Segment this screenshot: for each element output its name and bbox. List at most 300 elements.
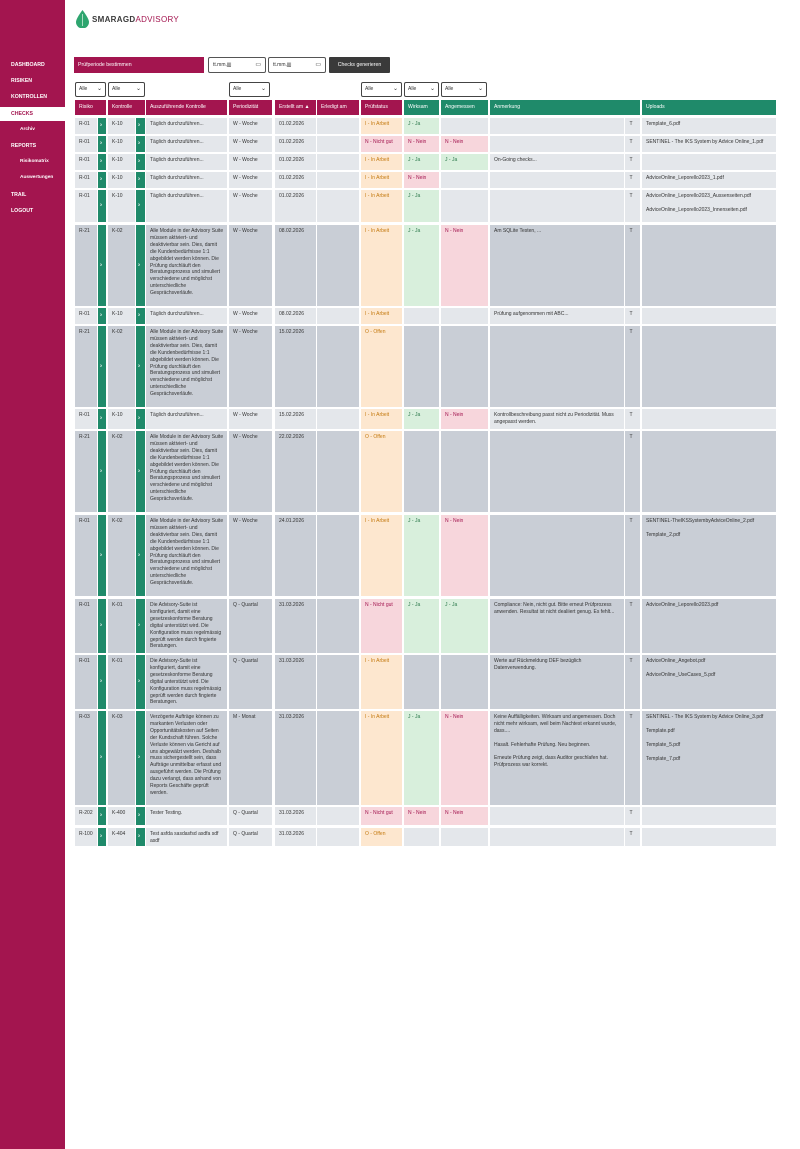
nav-item-risiken[interactable]: RISIKEN: [11, 78, 33, 84]
uploads-cell[interactable]: [642, 711, 776, 805]
wirksam-cell[interactable]: N - Nein: [404, 136, 439, 152]
done-date-cell[interactable]: [317, 136, 359, 152]
table-row[interactable]: [0, 326, 800, 407]
wirksam-cell[interactable]: J - Ja: [404, 515, 439, 596]
chevron-right-icon: ›: [138, 122, 140, 129]
nav-item-risikomatrix[interactable]: Risikomatrix: [20, 159, 49, 164]
kontrolle-cell: K-01: [108, 655, 135, 709]
table-row[interactable]: [0, 599, 800, 653]
upload-file-link[interactable]: AdviceOnline_Leporello2023_Aussenseiten.pdf: [646, 193, 752, 199]
table-row[interactable]: [0, 136, 800, 152]
logo-text-secondary: ADVISORY: [135, 14, 180, 24]
created-date-cell: 15.02.2026: [275, 409, 316, 429]
pruefstatus-cell[interactable]: O - Offen: [361, 828, 402, 846]
periodizitaet-cell: W - Woche: [229, 172, 272, 188]
done-date-cell[interactable]: [317, 807, 359, 825]
nav-item-logout[interactable]: LOGOUT: [11, 208, 34, 214]
chevron-right-icon: ›: [100, 552, 102, 559]
kontrolle-cell: K-01: [108, 599, 135, 653]
chevron-right-icon: ›: [100, 202, 102, 209]
nav-item-reports[interactable]: REPORTS: [11, 143, 37, 149]
date-from-input[interactable]: [208, 57, 266, 73]
uploads-cell[interactable]: [642, 599, 776, 653]
anmerkung-cell[interactable]: [490, 118, 624, 134]
angemessen-cell[interactable]: [441, 326, 488, 407]
upload-file-link[interactable]: SENTINEL - The IKS System by Advice Online_3.pdf: [646, 714, 764, 720]
done-date-cell[interactable]: [317, 655, 359, 709]
chevron-down-icon: ⌄: [96, 86, 102, 92]
created-date-cell: 24.01.2026: [275, 515, 316, 596]
kontrolle-expand-button[interactable]: [136, 308, 145, 324]
description-cell: Täglich durchzuführen...: [146, 136, 227, 152]
chevron-right-icon: ›: [100, 678, 102, 685]
uploads-cell[interactable]: [642, 118, 776, 134]
chevron-right-icon: ›: [100, 312, 102, 319]
upload-file-link[interactable]: Template.pdf: [646, 727, 675, 734]
risiko-expand-button[interactable]: [98, 172, 106, 188]
pruefstatus-cell[interactable]: I - In Arbeit: [361, 118, 402, 134]
angemessen-cell[interactable]: [441, 118, 488, 134]
created-date-cell: 01.02.2026: [275, 118, 316, 134]
kontrolle-cell: K-10: [108, 136, 135, 152]
header-pruefstatus[interactable]: Prüfstatus: [361, 100, 402, 115]
description-cell: Täglich durchzuführen...: [146, 154, 227, 170]
risiko-expand-button[interactable]: [98, 225, 106, 306]
done-date-cell[interactable]: [317, 409, 359, 429]
kontrolle-cell: K-10: [108, 409, 135, 429]
anmerkung-cell[interactable]: Prüfung aufgenommen mit ABC...: [490, 308, 624, 324]
kontrolle-expand-button[interactable]: [136, 409, 145, 429]
text-format-button[interactable]: T: [625, 136, 640, 152]
risiko-cell: R-21: [75, 225, 97, 306]
risiko-expand-button[interactable]: [98, 326, 106, 407]
chevron-right-icon: ›: [138, 812, 140, 819]
chevron-right-icon: ›: [138, 552, 140, 559]
upload-file-link[interactable]: Template_7.pdf: [646, 755, 681, 762]
pruefstatus-cell[interactable]: I - In Arbeit: [361, 308, 402, 324]
anmerkung-cell[interactable]: [490, 431, 624, 512]
filter-pruefstatus[interactable]: [361, 82, 402, 97]
kontrolle-expand-button[interactable]: [136, 136, 145, 152]
wirksam-cell[interactable]: J - Ja: [404, 225, 439, 306]
wirksam-cell[interactable]: J - Ja: [404, 599, 439, 653]
risiko-cell: R-202: [75, 807, 97, 825]
periodizitaet-cell: W - Woche: [229, 225, 272, 306]
pruefstatus-cell[interactable]: O - Offen: [361, 326, 402, 407]
uploads-cell[interactable]: [642, 828, 776, 846]
chevron-down-icon: ⌄: [135, 86, 141, 92]
upload-file-link[interactable]: AdviceOnline_Angebot.pdf: [646, 658, 706, 664]
periodizitaet-cell: M - Monat: [229, 711, 272, 805]
kontrolle-cell: K-02: [108, 225, 135, 306]
created-date-cell: 31.03.2026: [275, 599, 316, 653]
done-date-cell[interactable]: [317, 431, 359, 512]
pruefstatus-cell[interactable]: O - Offen: [361, 431, 402, 512]
angemessen-cell[interactable]: J - Ja: [441, 154, 488, 170]
chevron-right-icon: ›: [100, 754, 102, 761]
risiko-cell: R-03: [75, 711, 97, 805]
chevron-right-icon: ›: [138, 140, 140, 147]
anmerkung-cell[interactable]: Werte auf Rückmeldung DEF bezüglich Datenverwendung.: [490, 655, 624, 709]
anmerkung-cell[interactable]: On-Going checks...: [490, 154, 624, 170]
uploads-cell[interactable]: [642, 431, 776, 512]
date-to-input[interactable]: [268, 57, 326, 73]
created-date-cell: 31.03.2026: [275, 655, 316, 709]
kontrolle-expand-button[interactable]: [136, 655, 145, 709]
nav-item-trail[interactable]: TRAIL: [11, 192, 27, 198]
kontrolle-expand-button[interactable]: [136, 515, 145, 596]
chevron-right-icon: ›: [138, 468, 140, 475]
anmerkung-cell[interactable]: Am SQLite Testen, ...: [490, 225, 624, 306]
table-row[interactable]: [0, 655, 800, 709]
wirksam-cell[interactable]: J - Ja: [404, 409, 439, 429]
angemessen-cell[interactable]: [441, 431, 488, 512]
kontrolle-expand-button[interactable]: [136, 172, 145, 188]
text-format-button[interactable]: T: [625, 807, 640, 825]
kontrolle-expand-button[interactable]: [136, 431, 145, 512]
wirksam-cell[interactable]: N - Nein: [404, 807, 439, 825]
anmerkung-cell[interactable]: [490, 515, 624, 596]
kontrolle-cell: K-02: [108, 431, 135, 512]
uploads-cell[interactable]: [642, 136, 776, 152]
header-kontrolle[interactable]: Kontrolle: [108, 100, 145, 115]
uploads-cell[interactable]: [642, 225, 776, 306]
header-anmerkung[interactable]: Anmerkung: [490, 100, 640, 115]
table-row[interactable]: [0, 118, 800, 134]
table-row[interactable]: [0, 409, 800, 429]
done-date-cell[interactable]: [317, 225, 359, 306]
angemessen-cell[interactable]: N - Nein: [441, 807, 488, 825]
upload-file-link[interactable]: SENTINEL-TheIKSSystembyAdviceOnline_2.pdf: [646, 518, 755, 524]
done-date-cell[interactable]: [317, 154, 359, 170]
generate-checks-button[interactable]: Checks generieren: [329, 57, 390, 73]
pruefstatus-cell[interactable]: I - In Arbeit: [361, 154, 402, 170]
risiko-cell: R-01: [75, 308, 97, 324]
pruefstatus-cell[interactable]: N - Nicht gut: [361, 599, 402, 653]
description-cell: Täglich durchzuführen...: [146, 409, 227, 429]
kontrolle-expand-button[interactable]: [136, 828, 145, 846]
created-date-cell: 08.02.2026: [275, 225, 316, 306]
kontrolle-expand-button[interactable]: [136, 118, 145, 134]
text-format-button[interactable]: T: [625, 225, 640, 306]
header-auszufuehrende-kontrolle[interactable]: Auszuführende Kontrolle: [146, 100, 227, 115]
filter-risiko[interactable]: [75, 82, 106, 97]
chevron-down-icon: ⌄: [429, 86, 435, 92]
description-cell: Test asfda sasdasfsd asdfa sdf asdf: [146, 828, 227, 846]
angemessen-cell[interactable]: N - Nein: [441, 711, 488, 805]
wirksam-cell[interactable]: [404, 308, 439, 324]
risiko-expand-button[interactable]: [98, 599, 106, 653]
chevron-right-icon: ›: [100, 363, 102, 370]
risiko-cell: R-21: [75, 326, 97, 407]
wirksam-cell[interactable]: J - Ja: [404, 711, 439, 805]
wirksam-cell[interactable]: [404, 828, 439, 846]
kontrolle-expand-button[interactable]: [136, 326, 145, 407]
chevron-right-icon: ›: [100, 122, 102, 129]
kontrolle-cell: K-400: [108, 807, 135, 825]
done-date-cell[interactable]: [317, 828, 359, 846]
chevron-right-icon: ›: [100, 833, 102, 840]
angemessen-cell[interactable]: N - Nein: [441, 136, 488, 152]
filter-risiko-value: Alle: [79, 86, 88, 92]
uploads-cell[interactable]: [642, 172, 776, 188]
pruefstatus-cell[interactable]: I - In Arbeit: [361, 225, 402, 306]
filter-angemessen-value: Alle: [445, 86, 454, 92]
description-cell: Alle Module in der Advisory Suite müssen aktiviert- und deaktivierbar sein. Dies, damit die Kundenbedürfnisse 1:1 abgebildet werden können. Die Prüfung durchläuft den Beratungsprozess und simuliert verschiedene und möglichst unterschiedliche Gesprächsverläufe.: [146, 431, 227, 512]
done-date-cell[interactable]: [317, 118, 359, 134]
nav-item-kontrollen[interactable]: KONTROLLEN: [11, 94, 48, 100]
kontrolle-cell: K-10: [108, 118, 135, 134]
kontrolle-expand-button[interactable]: [136, 225, 145, 306]
chevron-right-icon: ›: [138, 833, 140, 840]
uploads-cell[interactable]: [642, 326, 776, 407]
chevron-right-icon: ›: [100, 140, 102, 147]
sort-ascending-icon[interactable]: ▲: [304, 104, 310, 110]
table-row[interactable]: [0, 807, 800, 825]
risiko-cell: R-01: [75, 118, 97, 134]
header-periodizitaet[interactable]: Periodizität: [229, 100, 272, 115]
risiko-expand-button[interactable]: [98, 828, 106, 846]
text-format-button[interactable]: T: [625, 172, 640, 188]
filter-wirksam-value: Alle: [408, 86, 417, 92]
nav-item-checks[interactable]: CHECKS: [0, 107, 65, 121]
text-format-button[interactable]: T: [625, 515, 640, 596]
anmerkung-cell[interactable]: Keine Auffälligkeiten. Wirksam und angemessen. Doch nicht mehr wirksam, weil beim Nachtest erkannt wurde, dass.... Hasalt. Fehlerhafte Prüfung. Neu beginnen. Erneute Prüfung zeigt, dass Auditor geschlafen hat. Prüfprozess war korrekt.: [490, 711, 624, 805]
pruefstatus-cell[interactable]: I - In Arbeit: [361, 190, 402, 222]
upload-file-link[interactable]: Template_2.pdf: [646, 531, 681, 538]
wirksam-cell[interactable]: [404, 326, 439, 407]
text-format-button[interactable]: T: [625, 711, 640, 805]
periodizitaet-cell: W - Woche: [229, 409, 272, 429]
header-angemessen[interactable]: Angemessen: [441, 100, 488, 115]
logo-text-primary: SMARAGD: [92, 14, 136, 24]
kontrolle-cell: K-02: [108, 326, 135, 407]
chevron-right-icon: ›: [100, 262, 102, 269]
kontrolle-expand-button[interactable]: [136, 711, 145, 805]
filter-wirksam[interactable]: [404, 82, 439, 97]
wirksam-cell[interactable]: [404, 431, 439, 512]
header-wirksam[interactable]: Wirksam: [404, 100, 439, 115]
text-format-button[interactable]: T: [625, 190, 640, 222]
pruefstatus-cell[interactable]: I - In Arbeit: [361, 172, 402, 188]
calendar-icon[interactable]: ▭: [315, 62, 321, 68]
risiko-cell: R-01: [75, 599, 97, 653]
risiko-expand-button[interactable]: [98, 118, 106, 134]
kontrolle-expand-button[interactable]: [136, 599, 145, 653]
anmerkung-cell[interactable]: [490, 172, 624, 188]
description-cell: Alle Module in der Advisory Suite müssen aktiviert- und deaktivierbar sein. Dies, damit die Kundenbedürfnisse 1:1 abgebildet werden können. Die Prüfung durchläuft den Beratungsprozess und simuliert verschiedene und möglichst unterschiedliche Gesprächsverläufe.: [146, 326, 227, 407]
angemessen-cell[interactable]: [441, 190, 488, 222]
periodizitaet-cell: Q - Quartal: [229, 828, 272, 846]
angemessen-cell[interactable]: N - Nein: [441, 515, 488, 596]
table-row[interactable]: [0, 711, 800, 805]
table-row[interactable]: [0, 154, 800, 170]
risiko-expand-button[interactable]: [98, 136, 106, 152]
kontrolle-expand-button[interactable]: [136, 190, 145, 222]
uploads-cell[interactable]: [642, 190, 776, 222]
done-date-cell[interactable]: [317, 308, 359, 324]
date-from-value: tt.mm.jjjj: [213, 62, 232, 68]
text-format-button[interactable]: T: [625, 828, 640, 846]
periodizitaet-cell: Q - Quartal: [229, 599, 272, 653]
upload-file-link[interactable]: AdviceOnline_Leporello2023.pdf: [646, 602, 719, 608]
pruefstatus-cell[interactable]: I - In Arbeit: [361, 655, 402, 709]
filter-angemessen[interactable]: [441, 82, 487, 97]
angemessen-cell[interactable]: N - Nein: [441, 409, 488, 429]
text-format-button[interactable]: T: [625, 409, 640, 429]
risiko-cell: R-01: [75, 409, 97, 429]
upload-file-link[interactable]: AdviceOnline_Leporello2023_1.pdf: [646, 175, 724, 181]
risiko-expand-button[interactable]: [98, 655, 106, 709]
header-uploads[interactable]: Uploads: [642, 100, 776, 115]
pruefstatus-cell[interactable]: I - In Arbeit: [361, 711, 402, 805]
done-date-cell[interactable]: [317, 515, 359, 596]
kontrolle-cell: K-02: [108, 515, 135, 596]
calendar-icon[interactable]: ▭: [255, 62, 261, 68]
done-date-cell[interactable]: [317, 172, 359, 188]
nav-item-archiv[interactable]: Archiv: [20, 127, 35, 132]
upload-file-link[interactable]: Template_5.pdf: [646, 741, 681, 748]
periodizitaet-cell: Q - Quartal: [229, 807, 272, 825]
risiko-cell: R-01: [75, 515, 97, 596]
done-date-cell[interactable]: [317, 190, 359, 222]
wirksam-cell[interactable]: J - Ja: [404, 154, 439, 170]
upload-file-link[interactable]: Template_6.pdf: [646, 121, 681, 127]
table-row[interactable]: [0, 515, 800, 596]
table-row[interactable]: [0, 225, 800, 306]
anmerkung-cell[interactable]: Compliance: Nein, nicht gut. Bitte erneut Prüfprozess anwenden. Resultat ist nicht dealiiert genug. Es fehlt...: [490, 599, 624, 653]
text-format-button[interactable]: T: [625, 599, 640, 653]
kontrolle-cell: K-03: [108, 711, 135, 805]
angemessen-cell[interactable]: [441, 308, 488, 324]
risiko-expand-button[interactable]: [98, 807, 106, 825]
risiko-expand-button[interactable]: [98, 190, 106, 222]
header-erstellt-label: Erstellt am: [279, 104, 304, 110]
description-cell: Tester Testing.: [146, 807, 227, 825]
uploads-cell[interactable]: [642, 515, 776, 596]
text-format-button[interactable]: T: [625, 431, 640, 512]
risiko-expand-button[interactable]: [98, 409, 106, 429]
text-format-button[interactable]: T: [625, 326, 640, 407]
uploads-cell[interactable]: [642, 655, 776, 709]
anmerkung-cell[interactable]: [490, 190, 624, 222]
periodizitaet-cell: W - Woche: [229, 118, 272, 134]
pruefstatus-cell[interactable]: N - Nicht gut: [361, 807, 402, 825]
chevron-right-icon: ›: [138, 678, 140, 685]
done-date-cell[interactable]: [317, 711, 359, 805]
risiko-expand-button[interactable]: [98, 711, 106, 805]
logo[interactable]: [76, 9, 179, 29]
pruefstatus-cell[interactable]: I - In Arbeit: [361, 515, 402, 596]
uploads-cell[interactable]: [642, 154, 776, 170]
wirksam-cell[interactable]: N - Nein: [404, 172, 439, 188]
angemessen-cell[interactable]: J - Ja: [441, 599, 488, 653]
chevron-right-icon: ›: [138, 754, 140, 761]
risiko-expand-button[interactable]: [98, 431, 106, 512]
description-cell: Die Advisory-Suite ist konfiguriert, damit eine gesetzeskonforme Beratung digital unterstützt wird. Die Konfiguration muss regelmässig geprüft werden durch fingierte Beratungen.: [146, 655, 227, 709]
description-cell: Täglich durchzuführen...: [146, 308, 227, 324]
created-date-cell: 22.02.2026: [275, 431, 316, 512]
created-date-cell: 31.03.2026: [275, 711, 316, 805]
description-cell: Verzögerte Aufträge können zu markanten Verlusten oder Opportunitätskosten auf Seiten der Kundschaft führen. Solche Verluste können via Gericht auf uns abgewälzt werden. Deshalb muss sichergestellt sein, dass Aufträge unmittelbar erfasst und ausgeführt werden. Die Prüfung dazu verlangt, dass anhand von Reports Geschäfte geprüft werden.: [146, 711, 227, 805]
angemessen-cell[interactable]: [441, 828, 488, 846]
table-row[interactable]: [0, 308, 800, 324]
description-cell: Täglich durchzuführen...: [146, 118, 227, 134]
table-row[interactable]: [0, 828, 800, 846]
uploads-cell[interactable]: [642, 308, 776, 324]
angemessen-cell[interactable]: N - Nein: [441, 225, 488, 306]
period-label: Prüfperiode bestimmen: [74, 57, 204, 73]
uploads-cell[interactable]: [642, 807, 776, 825]
anmerkung-cell[interactable]: [490, 326, 624, 407]
upload-file-link[interactable]: AdviceOnline_Leporello2023_Innenseiten.pdf: [646, 206, 747, 213]
anmerkung-cell[interactable]: [490, 136, 624, 152]
upload-file-link[interactable]: SENTINEL - The IKS System by Advice Online_1.pdf: [646, 139, 764, 145]
periodizitaet-cell: W - Woche: [229, 308, 272, 324]
table-row[interactable]: [0, 172, 800, 188]
text-format-button[interactable]: T: [625, 655, 640, 709]
kontrolle-cell: K-10: [108, 154, 135, 170]
upload-file-link[interactable]: AdviceOnline_UseCases_5.pdf: [646, 671, 716, 678]
nav-item-dashboard[interactable]: DASHBOARD: [11, 62, 45, 68]
chevron-right-icon: ›: [100, 622, 102, 629]
created-date-cell: 01.02.2026: [275, 190, 316, 222]
text-format-button[interactable]: T: [625, 154, 640, 170]
done-date-cell[interactable]: [317, 599, 359, 653]
created-date-cell: 01.02.2026: [275, 172, 316, 188]
filter-kontrolle[interactable]: [108, 82, 145, 97]
pruefstatus-cell[interactable]: N - Nicht gut: [361, 136, 402, 152]
angemessen-cell[interactable]: [441, 172, 488, 188]
risiko-expand-button[interactable]: [98, 154, 106, 170]
wirksam-cell[interactable]: [404, 655, 439, 709]
kontrolle-expand-button[interactable]: [136, 807, 145, 825]
kontrolle-cell: K-404: [108, 828, 135, 846]
anmerkung-cell[interactable]: [490, 828, 624, 846]
header-erledigt-am[interactable]: Erledigt am: [317, 100, 359, 115]
risiko-cell: R-01: [75, 655, 97, 709]
table-row[interactable]: [0, 431, 800, 512]
header-erstellt-am[interactable]: [275, 100, 316, 115]
table-row[interactable]: [0, 190, 800, 222]
anmerkung-cell[interactable]: Kontrollbeschreibung passt nicht zu Periodizität. Muss angepasst werden.: [490, 409, 624, 429]
description-cell: Alle Module in der Advisory Suite müssen aktiviert- und deaktivierbar sein. Dies, damit die Kundenbedürfnisse 1:1 abgebildet werden können. Die Prüfung durchläuft den Beratungsprozess und simuliert verschiedene und möglichst unterschiedliche Gesprächsverläufe.: [146, 515, 227, 596]
text-format-button[interactable]: T: [625, 308, 640, 324]
kontrolle-expand-button[interactable]: [136, 154, 145, 170]
chevron-down-icon: ⌄: [477, 86, 483, 92]
anmerkung-cell[interactable]: [490, 807, 624, 825]
wirksam-cell[interactable]: J - Ja: [404, 118, 439, 134]
chevron-right-icon: ›: [100, 415, 102, 422]
wirksam-cell[interactable]: J - Ja: [404, 190, 439, 222]
uploads-cell[interactable]: [642, 409, 776, 429]
chevron-right-icon: ›: [138, 176, 140, 183]
done-date-cell[interactable]: [317, 326, 359, 407]
text-format-button[interactable]: T: [625, 118, 640, 134]
risiko-expand-button[interactable]: [98, 515, 106, 596]
risiko-cell: R-01: [75, 172, 97, 188]
chevron-right-icon: ›: [138, 312, 140, 319]
risiko-expand-button[interactable]: [98, 308, 106, 324]
header-risiko[interactable]: Risiko: [75, 100, 106, 115]
nav-item-auswertungen[interactable]: Auswertungen: [20, 175, 54, 180]
periodizitaet-cell: W - Woche: [229, 326, 272, 407]
chevron-right-icon: ›: [138, 158, 140, 165]
filter-periodizitaet[interactable]: [229, 82, 270, 97]
filter-periodizitaet-value: Alle: [233, 86, 242, 92]
pruefstatus-cell[interactable]: I - In Arbeit: [361, 409, 402, 429]
angemessen-cell[interactable]: [441, 655, 488, 709]
